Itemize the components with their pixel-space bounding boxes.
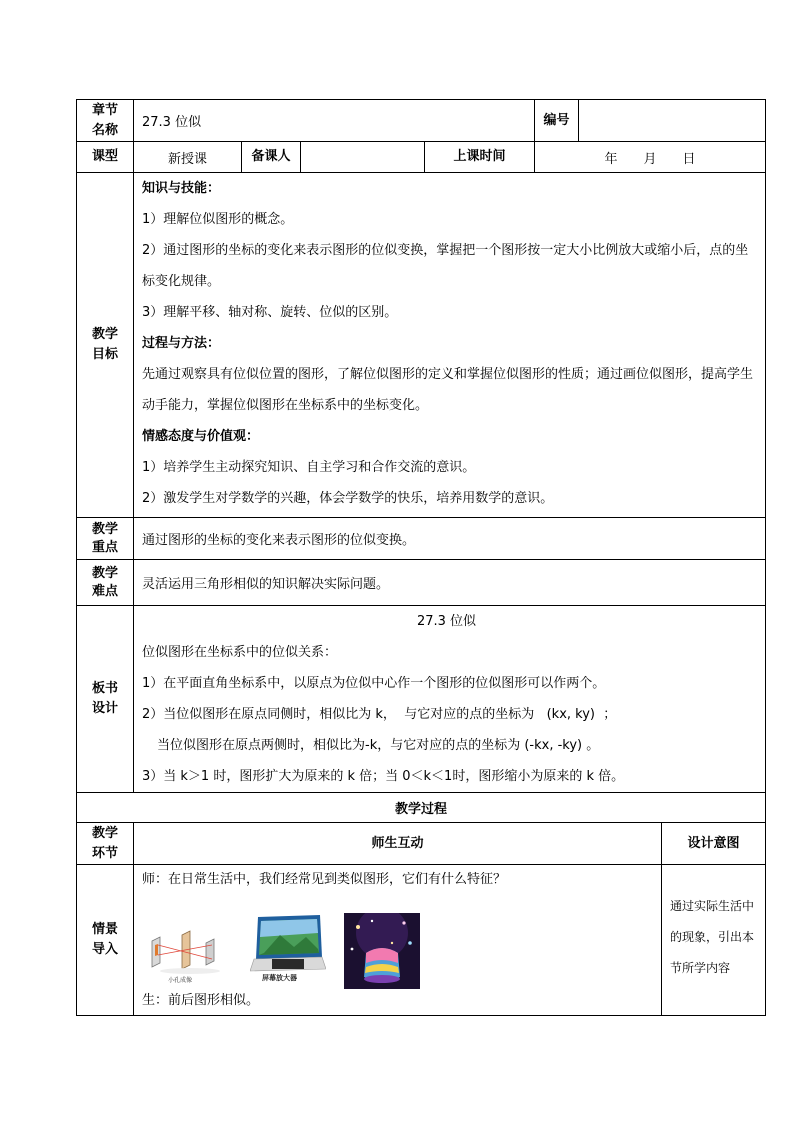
board-line-4: 3）当 k＞1 时，图形扩大为原来的 k 倍；当 0＜k＜1时，图形缩小为原来的 k 倍。	[142, 769, 625, 784]
board-line-1: 1）在平面直角坐标系中，以原点为位似中心作一个图形的位似图形可以作两个。	[142, 676, 606, 691]
intent-text: 通过实际生活中的现象，引出本节所学内容	[670, 899, 755, 975]
objectives-heading-emotion: 情感态度与价值观：	[142, 429, 260, 444]
objectives-heading-knowledge: 知识与技能：	[142, 181, 221, 196]
process-col-stage: 教学 环节	[77, 823, 134, 865]
lesson-plan-table	[76, 99, 766, 1016]
process-col-interaction: 师生互动	[134, 823, 662, 865]
key-point-label: 教学 重点	[77, 518, 134, 560]
teacher-question: 师：在日常生活中，我们经常见到类似图形，它们有什么特征？	[142, 872, 507, 887]
pinhole-image	[146, 919, 232, 983]
star-projector-image	[344, 913, 420, 989]
board-intro: 位似图形在坐标系中的位似关系：	[142, 645, 338, 660]
chapter-label: 章节 名称	[77, 100, 134, 142]
type-label: 课型	[77, 142, 134, 173]
screen-magnifier-caption: 屏幕放大器	[262, 974, 297, 982]
board-title: 27.3 位似	[416, 614, 477, 629]
number-value	[579, 100, 766, 142]
stage-label: 情景 导入	[77, 865, 134, 1016]
number-label: 编号	[535, 100, 579, 142]
difficulty-label: 教学 难点	[77, 560, 134, 606]
objective-p1: 先通过观察具有位似位置的图形，了解位似图形的定义和掌握位似图形的性质；通过画位似图形，提高学生动手能力，掌握位似图形在坐标系中的坐标变化。	[142, 367, 754, 413]
board-line-2: 2）当位似图形在原点同侧时，相似比为 k， 与它对应的点的坐标为 (kx, ky) ；	[142, 707, 617, 722]
objective-k3: 3）理解平移、轴对称、旋转、位似的区别。	[142, 305, 398, 320]
board-content	[134, 606, 766, 793]
chapter-name: 27.3 位似	[134, 100, 535, 142]
objective-e1: 1）培养学生主动探究知识、自主学习和合作交流的意识。	[142, 460, 476, 475]
objectives-label: 教学 目标	[77, 173, 134, 518]
stage-content	[134, 865, 662, 1016]
process-title: 教学过程	[77, 793, 766, 823]
intent-cell	[662, 865, 766, 1016]
objectives-content	[134, 173, 766, 518]
board-line-3: 当位似图形在原点两侧时，相似比为-k，与它对应的点的坐标为 (-kx, -ky) 。	[157, 738, 600, 753]
objective-e2: 2）激发学生对学数学的兴趣，体会学数学的快乐，培养用数学的意识。	[142, 491, 554, 506]
time-label: 上课时间	[425, 142, 535, 173]
type-value: 新授课	[134, 142, 242, 173]
illustration-row	[134, 897, 661, 983]
student-answer: 生：前后图形相似。	[142, 993, 260, 1008]
prep-label: 备课人	[242, 142, 301, 173]
screen-magnifier-image	[250, 913, 326, 983]
objective-k2: 2）通过图形的坐标的变化来表示图形的位似变换，掌握把一个图形按一定大小比例放大或缩小后，点的坐标变化规律。	[142, 243, 749, 289]
board-label: 板书 设计	[77, 606, 134, 793]
key-point-text: 通过图形的坐标的变化来表示图形的位似变换。	[134, 518, 766, 560]
lesson-plan	[76, 99, 765, 1016]
pinhole-caption: 小孔成像	[168, 977, 193, 984]
date-value: 年 月 日	[535, 142, 766, 173]
process-col-intent: 设计意图	[662, 823, 766, 865]
objectives-heading-process: 过程与方法：	[142, 336, 221, 351]
prep-value	[301, 142, 425, 173]
difficulty-text: 灵活运用三角形相似的知识解决实际问题。	[134, 560, 766, 606]
objective-k1: 1）理解位似图形的概念。	[142, 212, 294, 227]
